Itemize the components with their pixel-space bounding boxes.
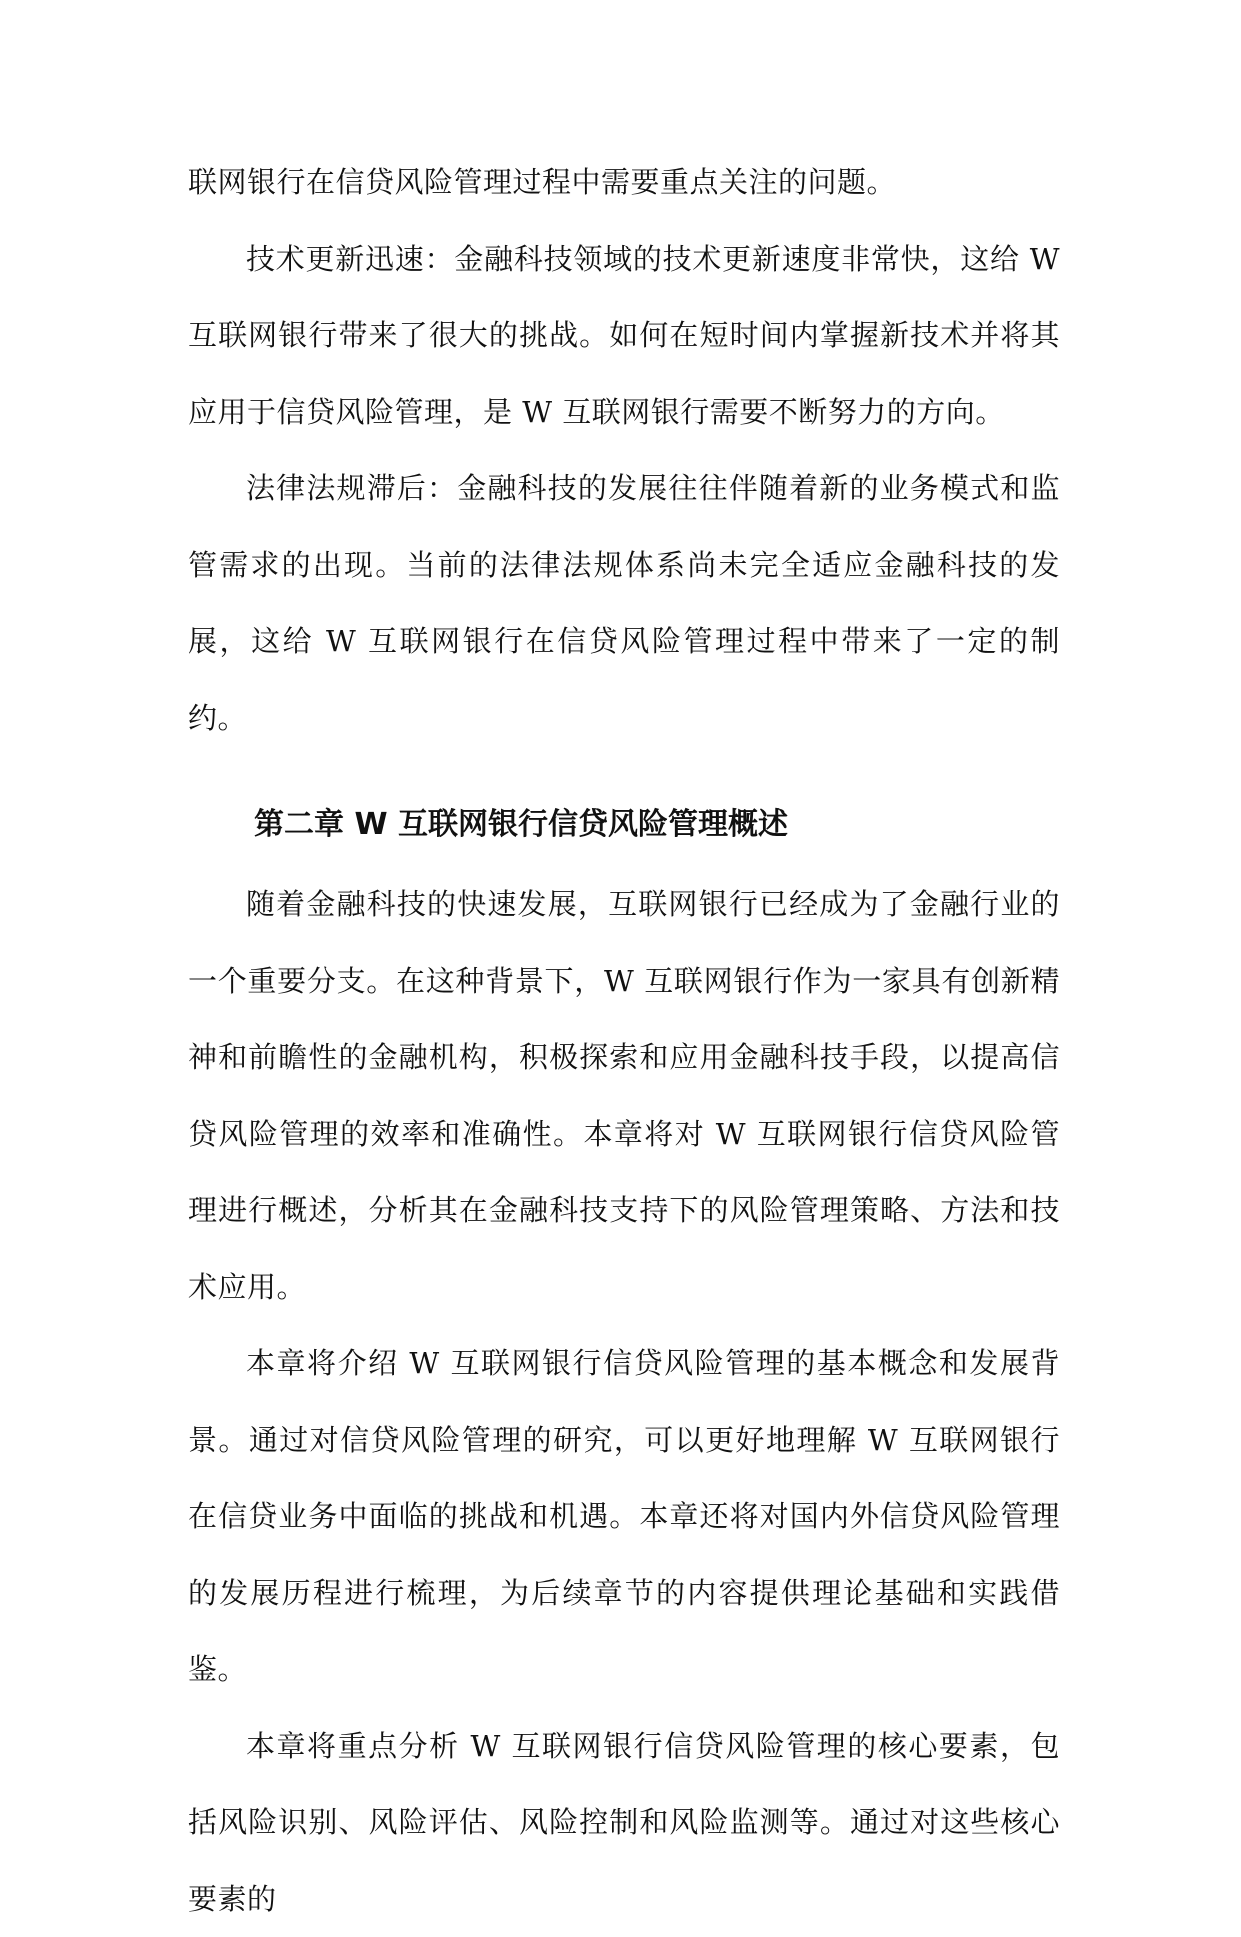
chapter-title: 第二章 W 互联网银行信贷风险管理概述 bbox=[188, 795, 1060, 855]
paragraph-tech-update: 技术更新迅速：金融科技领域的技术更新速度非常快，这给 W 互联网银行带来了很大的挑战。如何在短时间内掌握新技术并将其应用于信贷风险管理，是 W 互联网银行需要不断努力的方向。 bbox=[188, 221, 1060, 451]
paragraph-intro: 随着金融科技的快速发展，互联网银行已经成为了金融行业的一个重要分支。在这种背景下，W 互联网银行作为一家具有创新精神和前瞻性的金融机构，积极探索和应用金融科技手段，以提高信贷风险管理的效率和准确性。本章将对 W 互联网银行信贷风险管理进行概述，分析其在金融科技支持下的风险管理策略、方法和技术应用。 bbox=[188, 866, 1060, 1325]
paragraph-concepts: 本章将介绍 W 互联网银行信贷风险管理的基本概念和发展背景。通过对信贷风险管理的研究，可以更好地理解 W 互联网银行在信贷业务中面临的挑战和机遇。本章还将对国内外信贷风险管理的发展历程进行梳理，为后续章节的内容提供理论基础和实践借鉴。 bbox=[188, 1325, 1060, 1708]
document-body bbox=[188, 144, 1060, 1937]
paragraph-continuation: 联网银行在信贷风险管理过程中需要重点关注的问题。 bbox=[188, 144, 1060, 221]
paragraph-law-lag: 法律法规滞后：金融科技的发展往往伴随着新的业务模式和监管需求的出现。当前的法律法规体系尚未完全适应金融科技的发展，这给 W 互联网银行在信贷风险管理过程中带来了一定的制约。 bbox=[188, 450, 1060, 756]
paragraph-core-elements: 本章将重点分析 W 互联网银行信贷风险管理的核心要素，包括风险识别、风险评估、风险控制和风险监测等。通过对这些核心要素的 bbox=[188, 1708, 1060, 1937]
